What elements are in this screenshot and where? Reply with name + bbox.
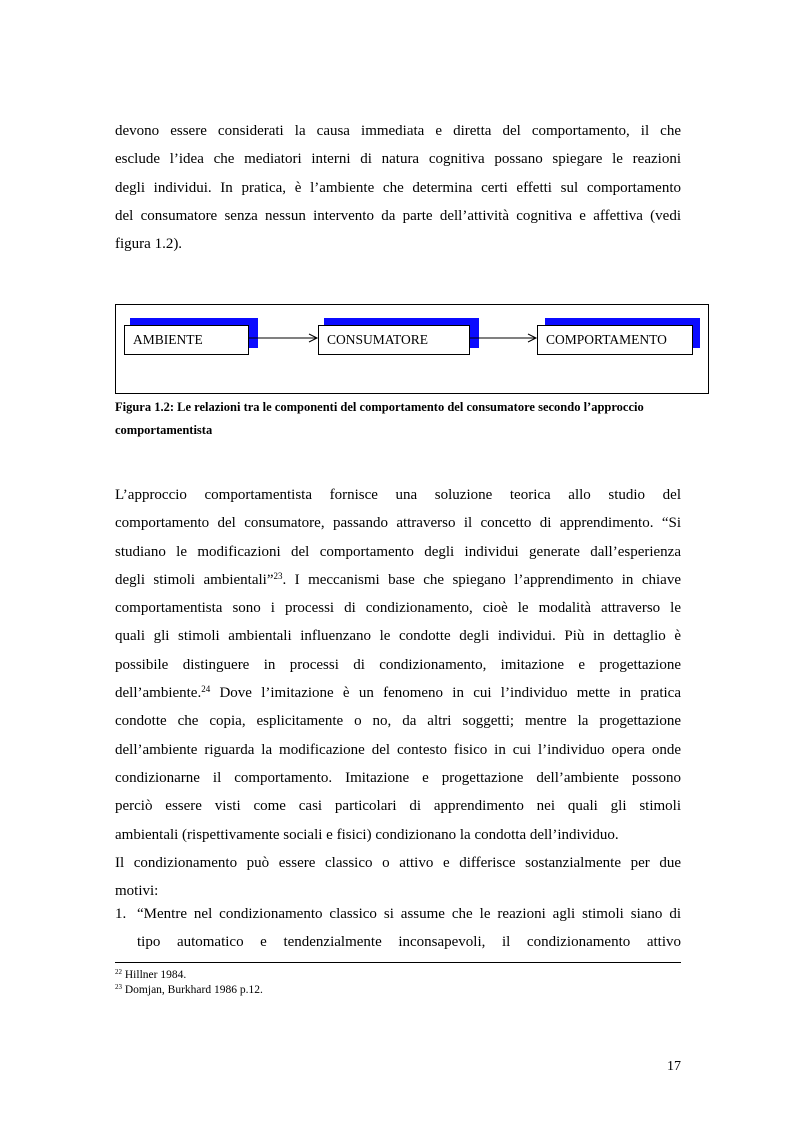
text-line — [115, 679, 681, 707]
page-number: 17 — [667, 1059, 681, 1074]
text-line: perciò essere visti come casi particolari di apprendimento nei quali gli stimoli — [115, 798, 681, 815]
text-line: condizionarne il comportamento. Imitazione e progettazione dell’ambiente possono — [115, 769, 681, 786]
text-line: tipo automatico e tendenzialmente inconsapevoli, il condizionamento attivo — [137, 934, 681, 951]
caption-line: Figura 1.2: Le relazioni tra le componenti del comportamento del consumatore secondo l’approccio — [115, 400, 644, 414]
text-line: esclude l’idea che mediatori interni di natura cognitiva possano spiegare le reazioni — [115, 151, 681, 168]
text-line: condotte che copia, esplicitamente o no, da altri soggetti; mentre la progettazione — [115, 713, 681, 730]
text-line: studiano le modificazioni del comportamento degli individui generate dall’esperienza — [115, 543, 681, 560]
text-line: dell’ambiente riguarda la modificazione del contesto fisico in cui l’individuo opera onde — [115, 741, 681, 758]
text-line: quali gli stimoli ambientali influenzano le condotte degli individui. Più in dettaglio è — [115, 628, 681, 645]
text-line: “Mentre nel condizionamento classico si assume che le reazioni agli stimoli siano di — [137, 906, 681, 922]
box-ambiente: AMBIENTE — [124, 325, 249, 355]
text-line: possibile distinguere in processi di condizionamento, imitazione e progettazione — [115, 656, 681, 673]
footnote-text: Domjan, Burkhard 1986 p.12. — [122, 984, 263, 996]
paragraph-behaviorism — [115, 481, 681, 849]
paragraph-intro — [115, 117, 681, 258]
text-line: comportamento del consumatore, passando attraverso il concetto di apprendimento. “Si — [115, 515, 681, 532]
footnote-separator — [115, 962, 681, 963]
text-run: . I meccanismi base che spiegano l’apprendimento in chiave — [282, 571, 681, 588]
figure-caption — [115, 396, 705, 442]
caption-line: comportamentista — [115, 423, 213, 437]
text-run: dell’ambiente. — [115, 685, 202, 702]
text-line: devono essere considerati la causa immediata e diretta del comportamento, il che — [115, 123, 681, 139]
text-line: motivi: — [115, 883, 159, 900]
text-run: Dove l’imitazione è un fenomeno in cui l’individuo mette in pratica — [210, 685, 681, 702]
text-line: del consumatore senza nessun intervento da parte dell’attività cognitiva e affettiva (vedi — [115, 207, 681, 224]
text-run: degli stimoli ambientali” — [115, 571, 274, 588]
footnote-text: Hillner 1984. — [122, 969, 187, 981]
text-line: comportamentista sono i processi di condizionamento, cioè le modalità attraverso le — [115, 600, 681, 617]
box-consumatore: CONSUMATORE — [318, 325, 470, 355]
text-line: degli individui. In pratica, è l’ambiente che determina certi effetti sul comportamento — [115, 179, 681, 196]
arrow-ambiente-to-consumatore — [249, 332, 319, 344]
arrow-consumatore-to-comportamento — [470, 332, 538, 344]
footnote-number: 23 — [115, 983, 122, 991]
footnote — [115, 984, 263, 997]
paragraph-conditioning — [115, 849, 681, 906]
list-item — [115, 900, 681, 957]
text-line: ambientali (rispettivamente sociali e fisici) condizionano la condotta dell’individuo. — [115, 826, 619, 843]
text-line: figura 1.2). — [115, 236, 183, 253]
text-line — [115, 566, 681, 594]
text-line: Il condizionamento può essere classico o attivo e differisce sostanzialmente per due — [115, 855, 681, 871]
footnote-ref: 24 — [201, 684, 211, 695]
footnote — [115, 969, 186, 982]
footnote-ref: 23 — [273, 570, 283, 581]
list-number: 1. — [115, 906, 127, 922]
box-comportamento: COMPORTAMENTO — [537, 325, 693, 355]
footnote-number: 22 — [115, 968, 122, 976]
text-line: L’approccio comportamentista fornisce una soluzione teorica allo studio del — [115, 487, 681, 503]
